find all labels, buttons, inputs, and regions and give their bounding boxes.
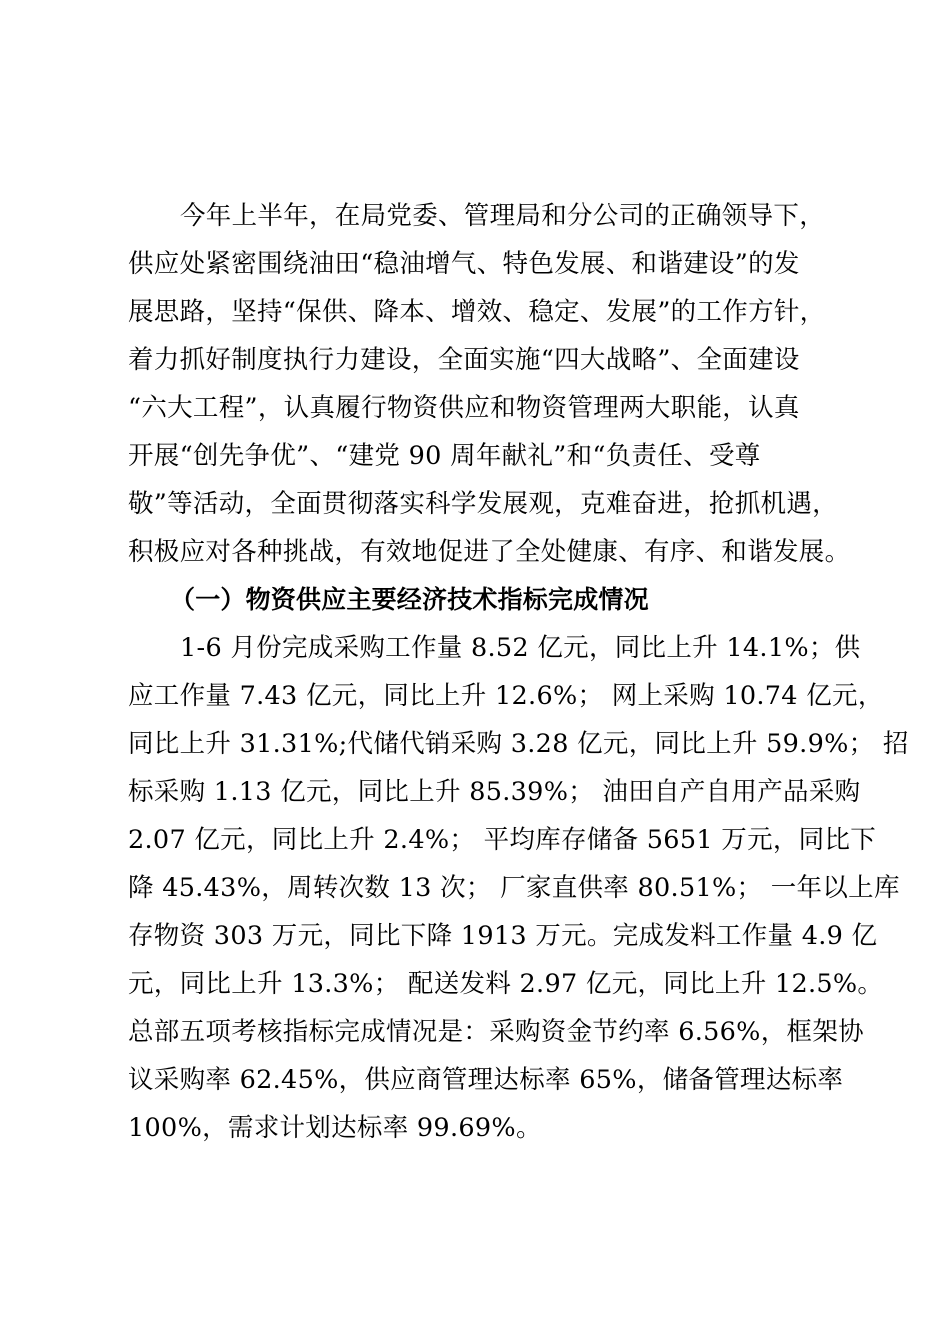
paragraph-line: 议采购率 62.45%，供应商管理达标率 65%，储备管理达标率 [128, 1065, 844, 1095]
paragraph-line: 1-6 月份完成采购工作量 8.52 亿元，同比上升 14.1%；供 [180, 633, 861, 663]
intro-paragraph [128, 192, 851, 576]
paragraph-line: 总部五项考核指标完成情况是：采购资金节约率 6.56%，框架协 [128, 1017, 864, 1047]
paragraph-line: 今年上半年，在局党委、管理局和分公司的正确领导下， [180, 201, 826, 231]
paragraph-line: 存物资 303 万元，同比下降 1913 万元。完成发料工作量 4.9 亿 [128, 921, 878, 951]
paragraph-line: 积极应对各种挑战，有效地促进了全处健康、有序、和谐发展。 [128, 537, 851, 567]
paragraph-line: 应工作量 7.43 亿元，同比上升 12.6%； 网上采购 10.74 亿元， [128, 681, 884, 711]
paragraph-line: “六大工程”，认真履行物资供应和物资管理两大职能，认真 [128, 393, 800, 423]
paragraph-line: 100%，需求计划达标率 99.69%。 [128, 1113, 542, 1143]
paragraph-line: 敬”等活动，全面贯彻落实科学发展观，克难奋进，抢抓机遇， [128, 489, 838, 519]
paragraph-line: 降 45.43%，周转次数 13 次； 厂家直供率 80.51%； 一年以上库 [128, 873, 900, 903]
indicators-paragraph [128, 624, 909, 1152]
paragraph-line: 着力抓好制度执行力建设，全面实施“四大战略”、全面建设 [128, 345, 800, 375]
paragraph-line: 供应处紧密围绕油田“稳油增气、特色发展、和谐建设”的发 [128, 249, 800, 279]
paragraph-line: 开展“创先争优”、“建党 90 周年献礼”和“负责任、受尊 [128, 441, 761, 471]
paragraph-line: 同比上升 31.31%;代储代销采购 3.28 亿元，同比上升 59.9%； 招 [128, 729, 909, 759]
paragraph-line: 2.07 亿元，同比上升 2.4%； 平均库存储备 5651 万元，同比下 [128, 825, 877, 855]
paragraph-line: 展思路，坚持“保供、降本、增效、稳定、发展”的工作方针， [128, 297, 826, 327]
paragraph-line: 标采购 1.13 亿元，同比上升 85.39%； 油田自产自用产品采购 [128, 777, 861, 807]
section-heading: （一）物资供应主要经济技术指标完成情况 [170, 585, 649, 614]
document-body [128, 192, 909, 1152]
paragraph-line: 元，同比上升 13.3%； 配送发料 2.97 亿元，同比上升 12.5%。 [128, 969, 884, 999]
